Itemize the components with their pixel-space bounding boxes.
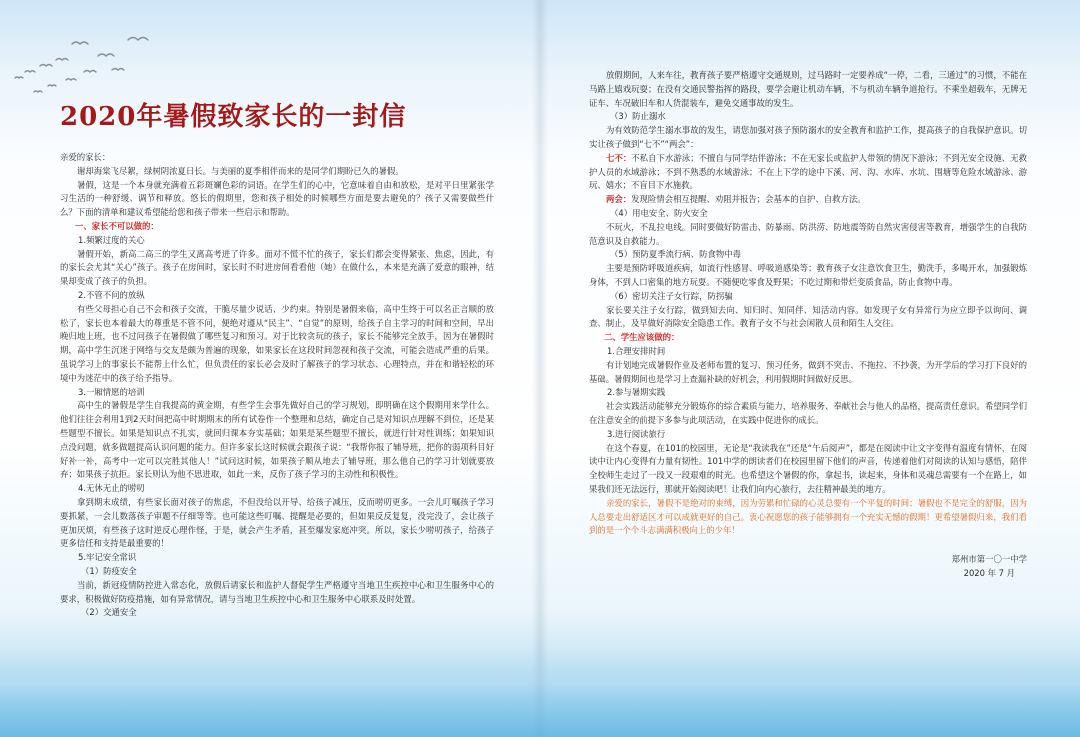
left-paragraph: 拿到期末成绩，有些家长面对孩子的焦虑，不但没给以开导、给孩子减压，反而唠叨更多。一会儿叮嘱孩子学习要抓紧，一会儿数落孩子审题不仔细等等。也可能这些叮嘱、提醒是必要的，但如果反反复复，没完没了，会让孩子更加厌烦，有些孩子这时逆反心理作怪，于是，就会产生矛盾，甚至爆发家庭冲突。所以，家长少唠叨孩子，给孩子更多信任和支持是最重要的！ bbox=[60, 496, 494, 549]
right-paragraph: 在这个春夏，在101的校园里，无论是“我读我在”还是“午后阅声”，都是在阅读中让文字变得有温度有情怀，在阅读中让内心变得有力量有韧性。101中学的朗读者们在校园里留下他们的声音，传递着他们对阅读的认知与感悟，陪伴全校师生走过了一段又一段艰难的时光。也希望这个暑假的你，拿起书，读起来，身体和灵魂总需要有一个在路上，如果我们还无法远行，那就开始阅读吧！让我们向内心旅行，去往精神最美的地方。 bbox=[589, 442, 1027, 494]
right-column bbox=[589, 69, 1027, 581]
right-paragraph bbox=[589, 193, 1027, 207]
left-paragraph: 3.一厢情愿的培训 bbox=[78, 386, 145, 397]
right-paragraph: （6）密切关注子女行踪，防拐骗 bbox=[610, 290, 733, 301]
left-paragraph: 高中生的暑假是学生自我提高的黄金期，有些学生会事先做好自己的学习规划，即明确在这个假期用来学什么。他们往往会利用1到2天时间把高中时期期末的所有试卷作一个整理和总结，确定自己是对知识点理解不到位，还是某些题型不擅长。如果是知识点不扎实，就回归课本夯实基础；如果是某些题型不擅长，就进行针对性训练；如果知识点没问题，就多做题提高认识问题的能力。但许多家长这时候就会跟孩子说：“我帮你报了辅导班，把你的弱项科目好好补一补，高考中一定可以完胜其他人！”试问这时候，如果孩子顺从地去了辅导班，那么他自己的学习计划就要放弃；如果孩子抗拒。家长则认为他不思进取，如此一来，反伤了孩子学习的主动性和积极性。 bbox=[60, 400, 494, 480]
paragraph-text: 发现险情会相互提醒、劝阻并报告；会基本的自护、自救方法。 bbox=[631, 194, 866, 205]
sea-decoration bbox=[0, 647, 1080, 737]
left-paragraph: 谢却海棠飞尽絮，绿树阴浓夏日长。与美丽的夏季相伴而来的是同学们期盼已久的暑假。 bbox=[77, 165, 404, 176]
left-paragraph: 当前，新冠疫情防控进入常态化，放假后请家长和监护人督促学生严格遵守当地卫生疾控中心和卫生服务中心的要求，积极做好防疫措施，如有异常情况，请与当地卫生疾控中心和卫生服务中心联系及时处置。 bbox=[60, 579, 494, 604]
right-paragraph: 家长要关注子女行踪，做到知去向、知归时、知同伴、知活动内容。如发现子女有异常行为应立即予以询问、调查、制止，及早做好消除安全隐患工作。教育子女不与社会闲散人员和陌生人交往。 bbox=[589, 304, 1027, 329]
left-paragraph: 有些父母担心自己不会和孩子交流，干脆尽量少说话、少约束。特别是暑假来临，高中生终于可以名正言顺的放松了，家长也本着最大的尊重是不管不问，便绝对遵从“民主”、“自觉”的原则，给孩子自主学习的时间和空间，早出晚归地上班，也不过问孩子在暑假做了哪些复习和预习。对于比较贪玩的孩子，家长不能够完全放手，因为在暑假时期，高中学生沉迷于网络与交友是颇为普遍的现象，如果家长在这段时间忽视和孩子交流，可能会造成严重的后果。虽说学习上的事家长不能帮上什么忙，但负责任的家长必会及时了解孩子的学习状态、心理特点，并在和谐轻松的环境中为迷茫中的孩子给予指导。 bbox=[60, 303, 494, 383]
right-paragraph: 亲爱的家长，暑假不是绝对的束缚，因为劳累和忙碌的心灵总要有一个平复的时间；暑假也不是完全的舒服，因为人总要走出舒适区才可以成就更好的自己。衷心祝愿您的孩子能够拥有一个充实无憾的假期！更希望暑假归来，我们看到的是一个个斗志满满积极向上的少年！ bbox=[589, 497, 1027, 536]
right-paragraph: 3.进行阅读旅行 bbox=[607, 428, 666, 439]
left-paragraph: 暑假，这是一个本身就充满着五彩斑斓色彩的词语。在学生们的心中，它意味着自由和放松，是对平日里紧张学习生活的一种舒缓、调节和释放。悠长的假期里，您和孩子相处的时候哪些方面是要去避免的？孩子又需要做些什么？下面的清单和建议希望能给您和孩子带来一些启示和帮助。 bbox=[60, 179, 494, 218]
right-paragraph: 有计划地完成暑假作业及老师布置的复习、预习任务，做到不突击、不拖拉、不抄袭，为开学后的学习打下良好的基础。暑假期间也是学习上查漏补缺的好机会，利用假期时间做好反思。 bbox=[589, 359, 1027, 384]
right-paragraph: 主要是预防呼吸道疾病，如流行性感冒、呼吸道感染等；教育孩子女注意饮食卫生，勤洗手，多喝开水，加强锻炼身体，不到人口密集的地方玩耍。不随便吃零食及野果；不吃过期和带烂变质食品，防止食物中毒。 bbox=[589, 263, 1027, 287]
left-paragraph: 亲爱的家长： bbox=[60, 152, 111, 162]
right-column-body bbox=[589, 69, 1027, 538]
right-paragraph: 不玩火，不乱拉电线。同时要做好防雷击、防暴雨、防洪涝、防地震等防自然灾害侵害等教育，增强学生的自我防范意识及自救能力。 bbox=[589, 221, 1027, 246]
right-paragraph: （3）防止溺水 bbox=[610, 111, 666, 122]
left-paragraph: 5.牢记安全常识 bbox=[78, 552, 137, 563]
flying-birds-icon bbox=[0, 0, 160, 110]
left-paragraph: 2.不管不问的放纵 bbox=[78, 289, 145, 300]
left-paragraph: 一、家长不可以做的： bbox=[75, 220, 159, 231]
signature-school: 郑州市第一〇一中学 bbox=[951, 554, 1027, 565]
right-paragraph: 为有效防范学生溺水事故的发生，请您加强对孩子预防溺水的安全教育和监护工作，提高孩子的自我保护意识。切实让孩子做到“七不”“两会”： bbox=[589, 125, 1027, 149]
letter-title: 2020年暑假致家长的一封信 bbox=[60, 102, 407, 132]
left-paragraph: 1.频繁过度的关心 bbox=[78, 234, 145, 245]
left-paragraph: 4.无休无止的唠叨 bbox=[78, 483, 145, 494]
right-paragraph: 1.合理安排时间 bbox=[607, 345, 666, 356]
page-spine bbox=[532, 0, 548, 737]
paragraph-text: 不私自下水游泳；不擅自与同学结伴游泳；不在无家长或监护人带领的情况下游泳；不到无安全设施、无救护人员的水域游泳；不到不熟悉的水域游泳；不在上下学的途中下溪、河、沟、水库、水坑、围塘等危险水域游泳、游玩、嬉水；不盲目下水施救。 bbox=[589, 152, 1027, 191]
right-paragraph: 二、学生应该做的： bbox=[604, 332, 680, 343]
left-column bbox=[60, 151, 494, 620]
right-paragraph: 放假期间，人来车往，教育孩子要严格遵守交通规则，过马路时一定要养成“一停，二看，三通过”的习惯，不能在马路上嬉戏玩耍；在没有交通民警指挥的路段，要学会避让机动车辆，不与机动车辆争道抢行。不乘坐超载车，无牌无证车、车况破旧车和人货混装车，避免交通事故的发生。 bbox=[589, 70, 1027, 108]
signature-date: 2020 年 7 月 bbox=[963, 567, 1015, 578]
right-paragraph: （4）用电安全、防火安全 bbox=[610, 207, 708, 218]
left-paragraph: 暑假开始，新高二高三的学生又离高考进了许多。面对不慌不忙的孩子，家长们都会变得紧张、焦虑，因此，有的家长会尤其“关心”孩子。孩子在房间时，家长时不时进房间看看他（她）在做什么，本来是充满了爱意的眼神，结果却变成了孩子的负担。 bbox=[60, 248, 494, 287]
paragraph-label: 七不： bbox=[606, 152, 632, 163]
right-paragraph: （5）预防夏季流行病、防食物中毒 bbox=[610, 249, 741, 260]
right-paragraph: 2.参与暑期实践 bbox=[607, 387, 666, 398]
left-paragraph: （2）交通安全 bbox=[81, 607, 137, 618]
right-paragraph: 社会实践活动能够充分锻炼你的综合素质与能力，培养服务、奉献社会与他人的品格，提高责任意识。希望同学们在注意安全的前提下多参与此项活动，在实践中促进你的成长。 bbox=[589, 401, 1027, 425]
right-paragraph bbox=[589, 152, 1027, 193]
paragraph-label: 两会： bbox=[606, 194, 632, 205]
left-paragraph: （1）防疫安全 bbox=[81, 565, 137, 576]
